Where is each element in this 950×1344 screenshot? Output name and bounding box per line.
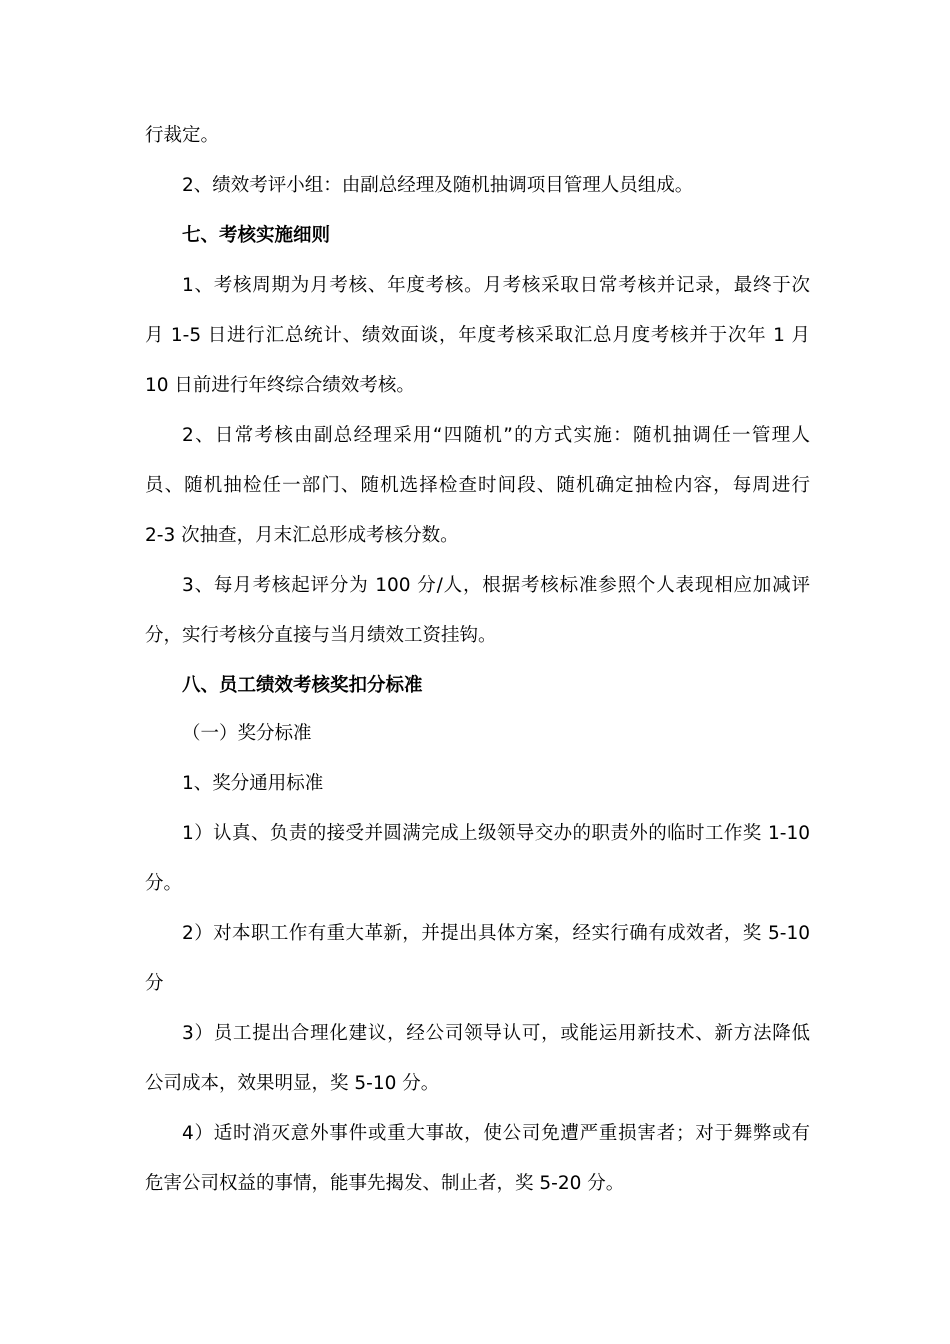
text-line: 1）认真、负责的接受并圆满完成上级领导交办的职责外的临时工作奖 1-10 (182, 823, 810, 844)
text-line: 2、日常考核由副总经理采用“四随机”的方式实施：随机抽调任一管理人 (182, 425, 810, 446)
text-line: 员、随机抽检任一部门、随机选择检查时间段、随机确定抽检内容，每周进行 (145, 475, 810, 496)
text-line: 2-3 次抽查，月末汇总形成考核分数。 (145, 525, 459, 546)
text-line: 公司成本，效果明显，奖 5-10 分。 (145, 1073, 440, 1094)
text-line: 2、绩效考评小组：由副总经理及随机抽调项目管理人员组成。 (182, 175, 694, 196)
text-line: 4）适时消灭意外事件或重大事故，使公司免遭严重损害者；对于舞弊或有 (182, 1123, 810, 1144)
text-line: 行裁定。 (145, 125, 220, 146)
text-line: 3）员工提出合理化建议，经公司领导认可，或能运用新技术、新方法降低 (182, 1023, 810, 1044)
section-heading: 七、考核实施细则 (182, 225, 331, 246)
subsection-heading: （一）奖分标准 (182, 723, 312, 744)
text-line: 分 (145, 973, 164, 994)
text-line: 危害公司权益的事情，能事先揭发、制止者，奖 5-20 分。 (145, 1173, 625, 1194)
subsection-heading: 1、奖分通用标准 (182, 773, 324, 794)
text-line: 2）对本职工作有重大革新，并提出具体方案，经实行确有成效者，奖 5-10 (182, 923, 810, 944)
section-heading: 八、员工绩效考核奖扣分标准 (182, 675, 423, 696)
text-line: 月 1-5 日进行汇总统计、绩效面谈，年度考核采取汇总月度考核并于次年 1 月 (145, 325, 810, 346)
text-line: 10 日前进行年终综合绩效考核。 (145, 375, 415, 396)
text-line: 分。 (145, 873, 183, 894)
text-line: 分，实行考核分直接与当月绩效工资挂钩。 (145, 625, 497, 646)
text-line: 3、每月考核起评分为 100 分/人，根据考核标准参照个人表现相应加减评 (182, 575, 810, 596)
text-line: 1、考核周期为月考核、年度考核。月考核采取日常考核并记录，最终于次 (182, 275, 810, 296)
